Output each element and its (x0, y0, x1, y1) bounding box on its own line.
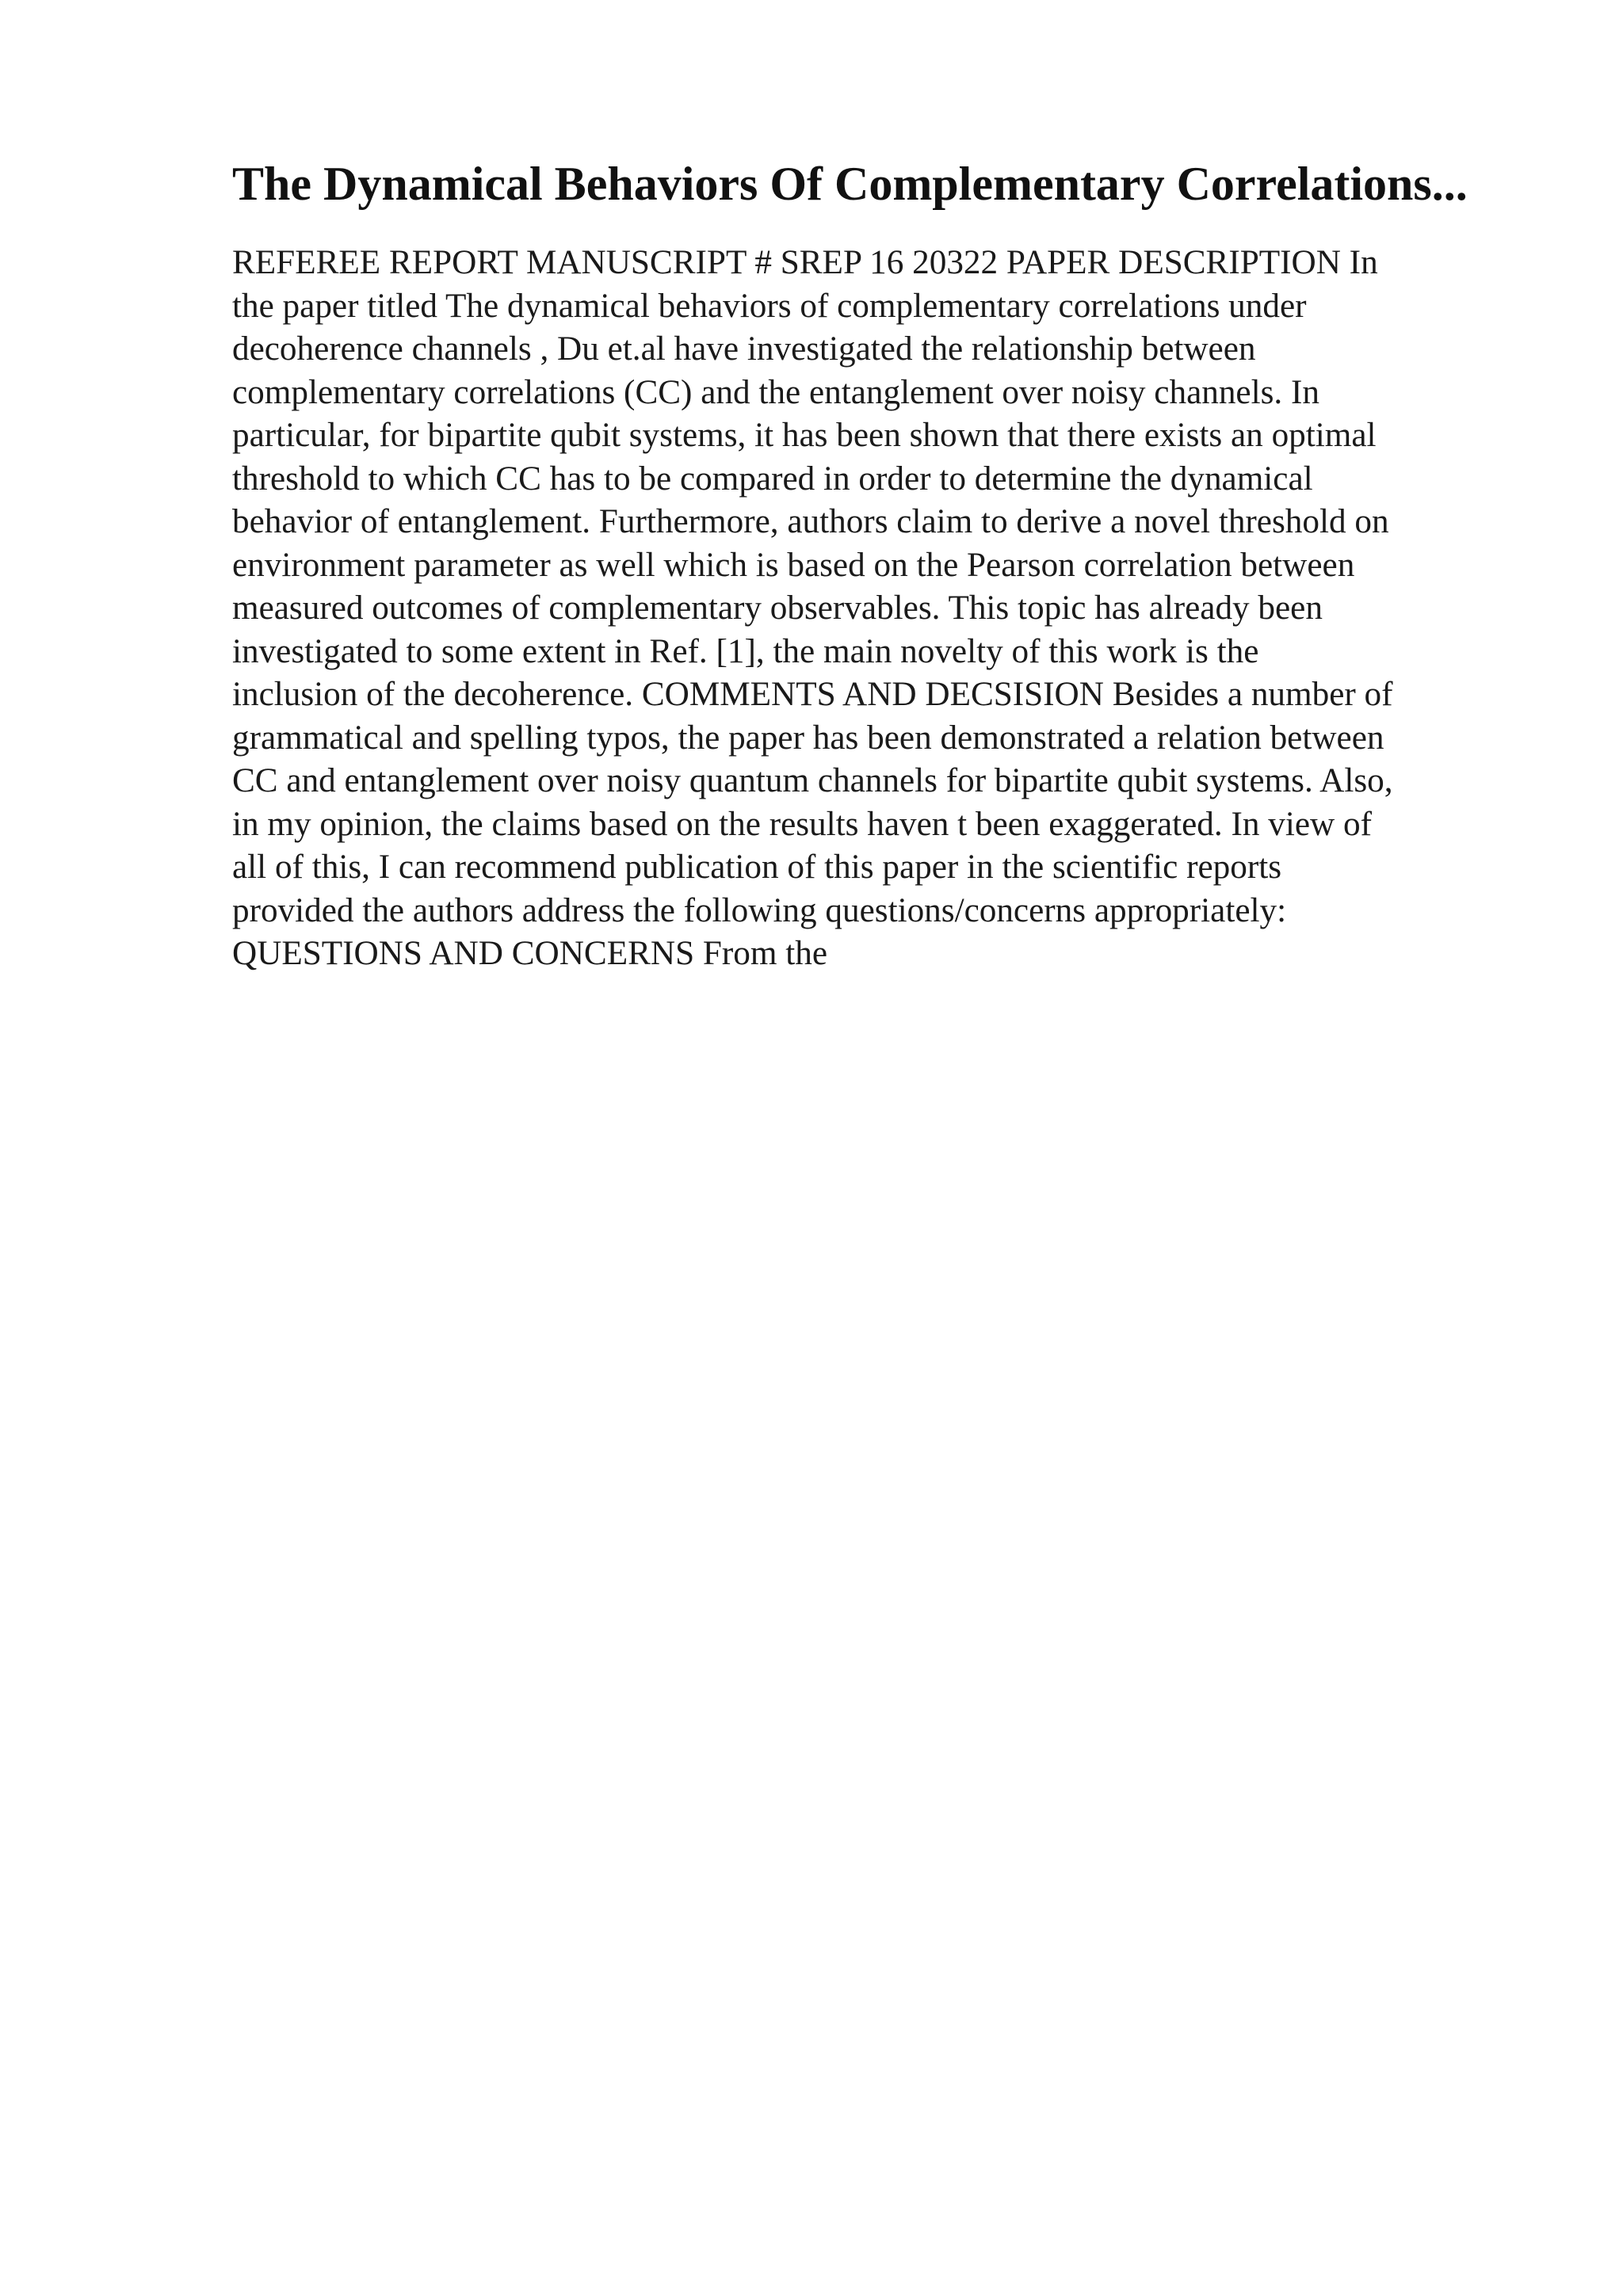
body-line: all of this, I can recommend publication of this paper in the scientific reports (232, 849, 1282, 886)
body-line: measured outcomes of complementary observables. This topic has already been (232, 589, 1323, 627)
body-line: in my opinion, the claims based on the results haven t been exaggerated. In view of (232, 805, 1372, 843)
body-line: grammatical and spelling typos, the paper has been demonstrated a relation between (232, 719, 1384, 757)
body-line: CC and entanglement over noisy quantum channels for bipartite qubit systems. Also, (232, 762, 1393, 799)
body-line: complementary correlations (CC) and the entanglement over noisy channels. In (232, 373, 1319, 411)
body-line: REFEREE REPORT MANUSCRIPT # SREP 16 20322 PAPER DESCRIPTION In (232, 244, 1378, 281)
body-line: investigated to some extent in Ref. [1], the main novelty of this work is the (232, 632, 1259, 670)
body-line: the paper titled The dynamical behaviors of complementary correlations under (232, 287, 1307, 325)
document-body (232, 242, 1516, 976)
body-line: environment parameter as well which is based on the Pearson correlation between (232, 546, 1355, 584)
document-title: The Dynamical Behaviors Of Complementary Correlations... (232, 158, 1468, 210)
body-line: threshold to which CC has to be compared in order to determine the dynamical (232, 460, 1313, 498)
body-line: particular, for bipartite qubit systems, it has been shown that there exists an optimal (232, 417, 1377, 454)
body-line: provided the authors address the following questions/concerns appropriately: (232, 891, 1287, 929)
body-line: decoherence channels , Du et.al have investigated the relationship between (232, 330, 1256, 368)
body-line: behavior of entanglement. Furthermore, authors claim to derive a novel threshold on (232, 503, 1389, 540)
body-line: inclusion of the decoherence. COMMENTS AND DECSISION Besides a number of (232, 676, 1393, 713)
body-line: QUESTIONS AND CONCERNS From the (232, 935, 828, 972)
